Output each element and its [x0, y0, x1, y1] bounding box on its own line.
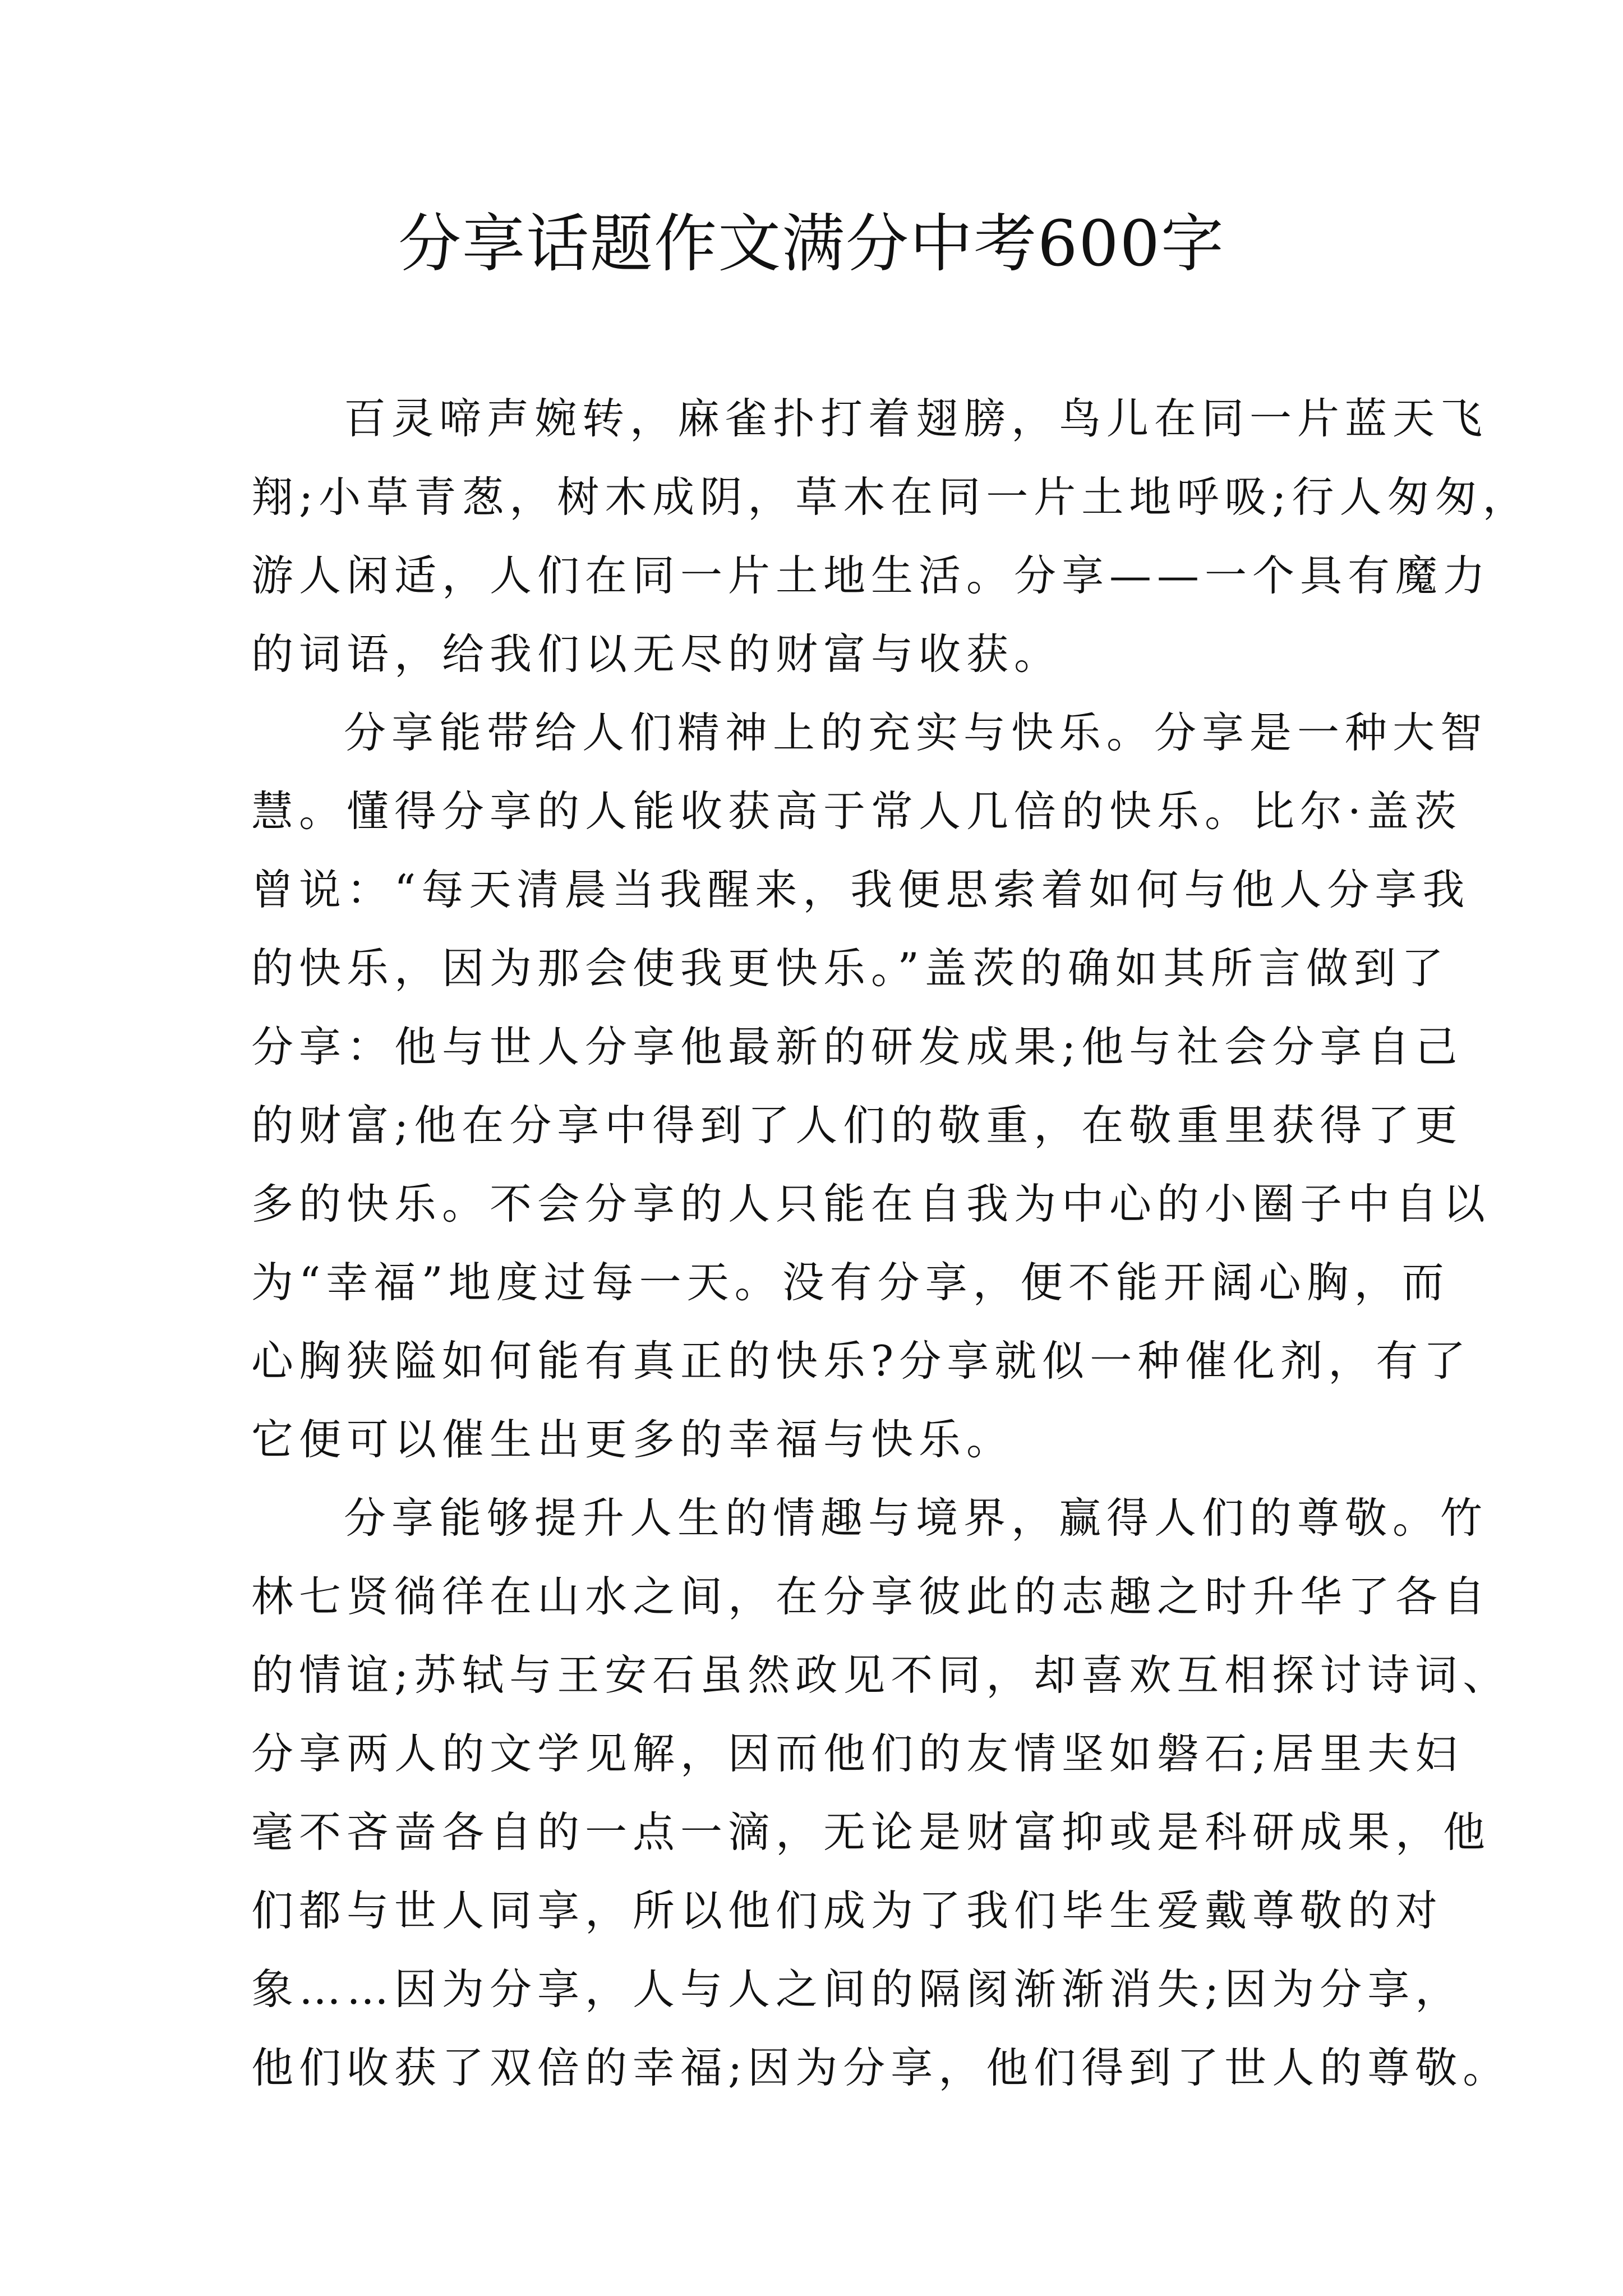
paragraph-2 — [251, 693, 1491, 1479]
paragraph-1 — [251, 379, 1530, 693]
text-line: 他们收获了双倍的幸福;因为分享，他们得到了世人的尊敬。 — [251, 2043, 1511, 2092]
text-line: 曾说：“每天清晨当我醒来，我便思索着如何与他人分享我 — [251, 865, 1470, 914]
text-line: 慧。懂得分享的人能收获高于常人几倍的快乐。比尔·盖茨 — [251, 786, 1462, 836]
text-line: 的词语，给我们以无尽的财富与收获。 — [251, 629, 1062, 679]
text-line: 百灵啼声婉转，麻雀扑打着翅膀，鸟儿在同一片蓝天飞 — [344, 394, 1488, 443]
text-line: 毫不吝啬各自的一点一滴，无论是财富抑或是科研成果，他 — [251, 1807, 1491, 1857]
text-line: 林七贤徜徉在山水之间，在分享彼此的志趣之时升华了各自 — [251, 1572, 1491, 1621]
text-line: 的快乐，因为那会使我更快乐。”盖茨的确如其所言做到了 — [251, 944, 1449, 993]
document-body — [251, 379, 1530, 2107]
paragraph-3 — [251, 1479, 1511, 2107]
text-line: 的情谊;苏轼与王安石虽然政见不同，却喜欢互相探讨诗词、 — [251, 1650, 1511, 1700]
text-line: 它便可以催生出更多的幸福与快乐。 — [251, 1415, 1015, 1464]
text-line: 象……因为分享，人与人之间的隔阂渐渐消失;因为分享， — [251, 1964, 1463, 2014]
text-line: 为“幸福”地度过每一天。没有分享，便不能开阔心胸，而 — [251, 1258, 1450, 1307]
text-line: 分享两人的文学见解，因而他们的友情坚如磐石;居里夫妇 — [251, 1729, 1463, 1778]
text-line: 翔;小草青葱，树木成阴，草木在同一片土地呼吸;行人匆匆， — [251, 472, 1530, 522]
text-line: 分享：他与世人分享他最新的研发成果;他与社会分享自己 — [251, 1022, 1463, 1071]
text-line: 分享能够提升人生的情趣与境界，赢得人们的尊敬。竹 — [344, 1493, 1488, 1543]
document-title: 分享话题作文满分中考600字 — [398, 208, 1225, 280]
text-line: 多的快乐。不会分享的人只能在自我为中心的小圈子中自以 — [251, 1179, 1491, 1228]
text-line: 游人闲适，人们在同一片土地生活。分享——一个具有魔力 — [251, 551, 1491, 600]
text-line: 分享能带给人们精神上的充实与快乐。分享是一种大智 — [344, 708, 1488, 757]
text-line: 的财富;他在分享中得到了人们的敬重，在敬重里获得了更 — [251, 1101, 1463, 1150]
text-line: 们都与世人同享，所以他们成为了我们毕生爱戴尊敬的对 — [251, 1886, 1444, 1935]
text-line: 心胸狭隘如何能有真正的快乐?分享就似一种催化剂，有了 — [251, 1336, 1472, 1386]
